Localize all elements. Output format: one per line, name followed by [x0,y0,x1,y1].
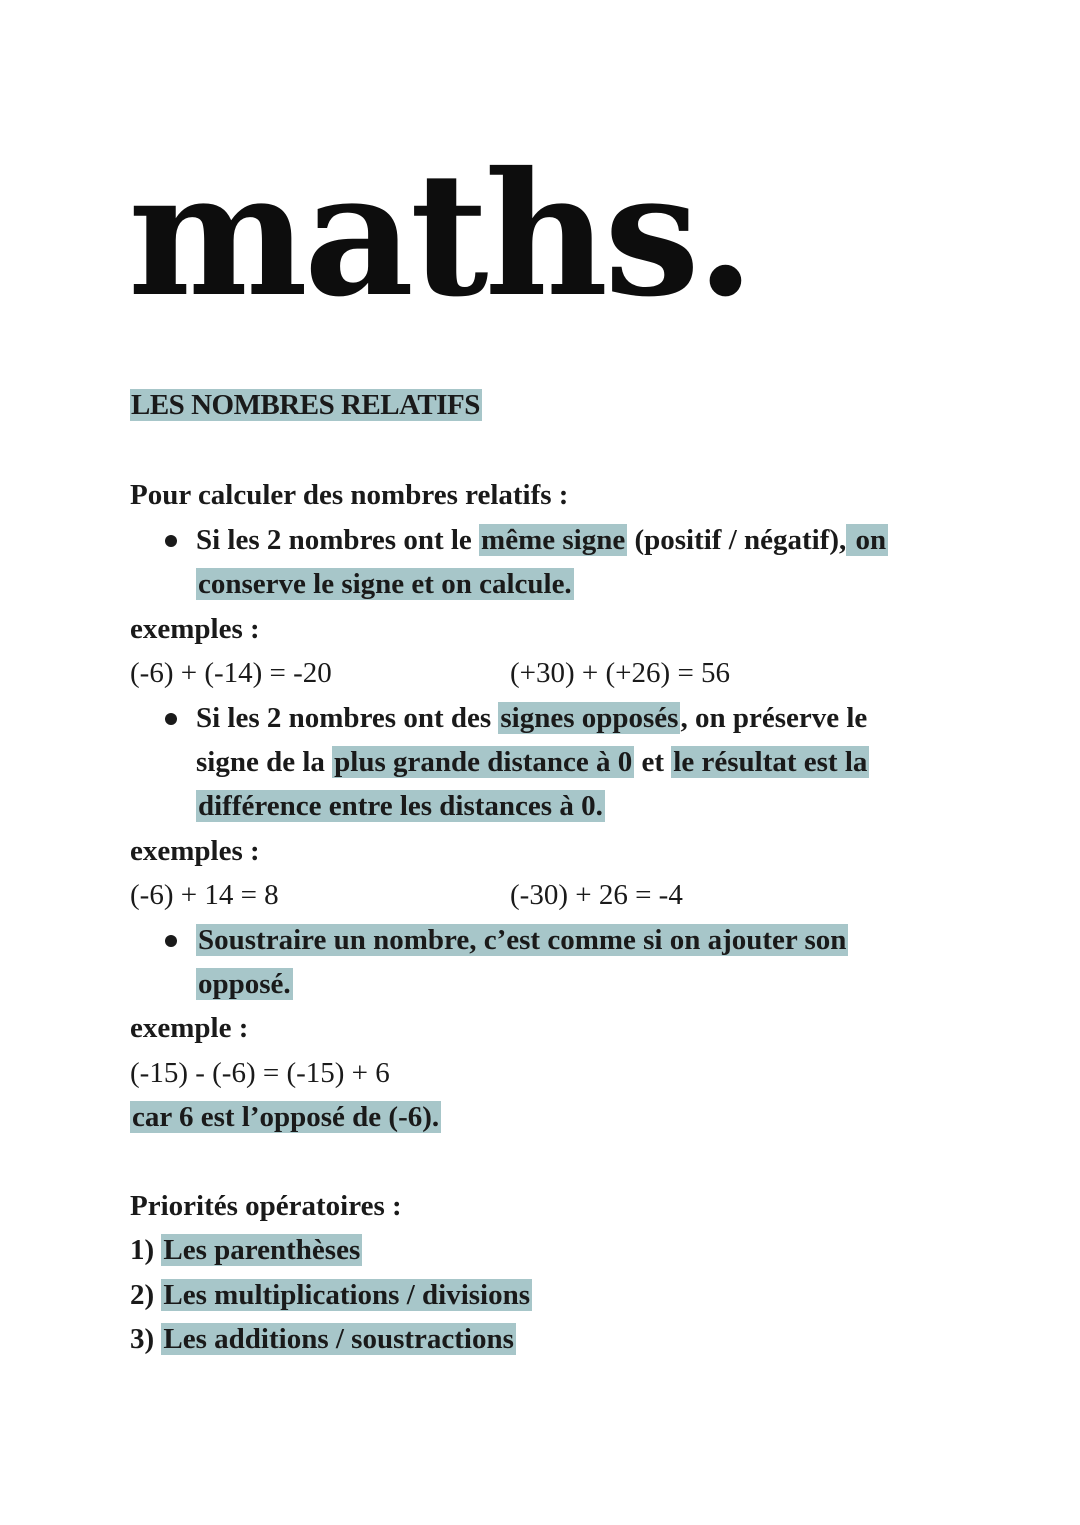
rule2-line1 [196,698,867,738]
bullet-icon [165,713,177,725]
highlight: conserve le signe et on calcule. [198,568,572,600]
highlight: Les additions / soustractions [163,1323,514,1355]
highlight: différence entre les distances à 0. [198,790,603,822]
rule2-text: Si les 2 nombres ont des [196,702,499,734]
example-equation: (-30) + 26 = -4 [510,879,683,911]
intro-text: Pour calculer des nombres relatifs : [130,479,569,511]
example-equation: (-6) + (-14) = -20 [130,657,332,689]
highlight: Les parenthèses [163,1234,361,1266]
rule1-line1 [196,520,888,560]
rule1-text: Si les 2 nombres ont le [196,524,480,556]
example-equation: (-15) - (-6) = (-15) + 6 [130,1057,390,1089]
priorities-heading: Priorités opératoires : [130,1190,402,1222]
highlight: Soustraire un nombre, c’est comme si on ajouter son [198,924,847,956]
example-equation: (+30) + (+26) = 56 [510,657,731,689]
priority-item [130,1275,532,1315]
bullet-icon [165,935,177,947]
highlight: le résultat est la [673,746,868,778]
rule2-text: , on préserve le [680,702,868,734]
section-heading [130,385,482,425]
priority-number: 1) [130,1234,162,1266]
examples-label: exemples : [130,613,260,645]
priority-number: 3) [130,1323,162,1355]
rule1-text: (positif / négatif), [627,524,847,556]
example-note [130,1097,441,1137]
rule3-line2 [196,964,293,1004]
section-heading-text: LES NOMBRES RELATIFS [131,389,480,421]
highlight: on [848,524,887,556]
highlight: opposé. [198,968,291,1000]
highlight: car 6 est l’opposé de (-6). [132,1101,440,1133]
rule3-line1 [196,920,848,960]
rule2-text: signe de la [196,746,333,778]
highlight: plus grande distance à 0 [334,746,633,778]
bullet-icon [165,535,177,547]
priority-item [130,1319,516,1359]
examples-label: exemples : [130,835,260,867]
rule1-line2 [196,564,574,604]
highlight: signes opposés [500,702,679,734]
highlight: Les multiplications / divisions [163,1279,531,1311]
example-equation: (-6) + 14 = 8 [130,879,279,911]
highlight: même signe [481,524,626,556]
rule2-line2 [196,742,869,782]
rule2-line3 [196,786,605,826]
rule2-text: et [634,746,672,778]
page-title: maths. [128,135,752,335]
priority-item [130,1230,362,1270]
example-label: exemple : [130,1012,249,1044]
priority-number: 2) [130,1279,162,1311]
